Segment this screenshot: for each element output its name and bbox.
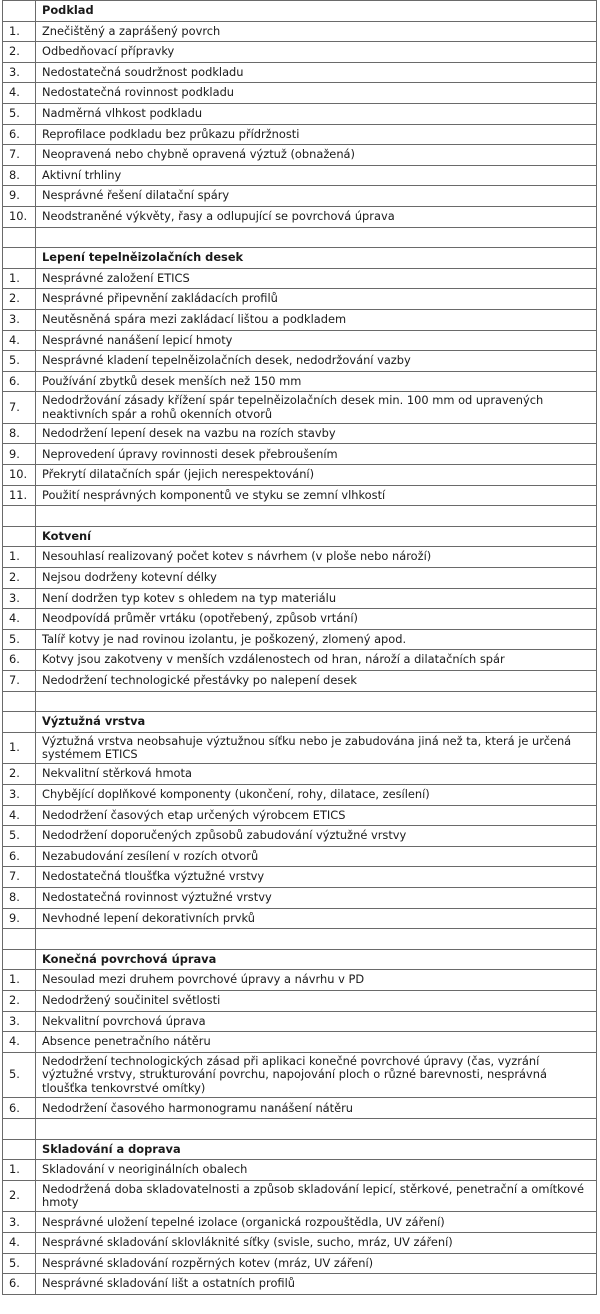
item-text: Nedostatečná rovinnost výztužné vrstvy: [36, 887, 597, 908]
table-row: [3, 62, 597, 83]
item-text: Talíř kotvy je nad rovinou izolantu, je poškozený, zlomený apod.: [36, 629, 597, 650]
table-row: [3, 1180, 597, 1212]
spacer-cell: [3, 1119, 36, 1140]
table-row: [3, 103, 597, 124]
table-row: [3, 371, 597, 392]
item-number: 7.: [3, 867, 36, 888]
item-number: 5.: [3, 1253, 36, 1274]
item-text: Nedostatečná soudržnost podkladu: [36, 62, 597, 83]
item-number: 3.: [3, 784, 36, 805]
spacer-cell: [3, 691, 36, 712]
item-text: Nekvalitní stěrková hmota: [36, 764, 597, 785]
item-text: Neutěsněná spára mezi zakládací lištou a podkladem: [36, 309, 597, 330]
spacer-row: [3, 691, 597, 712]
table-row: [3, 485, 597, 506]
item-number: 1.: [3, 268, 36, 289]
table-row: [3, 444, 597, 465]
section-header-row: [3, 248, 597, 269]
table-row: [3, 568, 597, 589]
table-row: [3, 1011, 597, 1032]
item-text: Skladování v neoriginálních obalech: [36, 1160, 597, 1181]
item-number: 3.: [3, 588, 36, 609]
item-number: 5.: [3, 103, 36, 124]
item-text: Výztužná vrstva neobsahuje výztužnou síťku nebo je zabudována jiná než ta, která je určená systémem ETICS: [36, 732, 597, 764]
item-text: Aktivní trhliny: [36, 165, 597, 186]
table-row: [3, 330, 597, 351]
table-row: [3, 970, 597, 991]
table-row: [3, 990, 597, 1011]
item-number: 5.: [3, 629, 36, 650]
item-number: 4.: [3, 83, 36, 104]
item-number: 5.: [3, 351, 36, 372]
item-text: Nedodržení časových etap určených výrobcem ETICS: [36, 805, 597, 826]
item-number: 9.: [3, 444, 36, 465]
table-row: [3, 1052, 597, 1098]
item-number: 6.: [3, 371, 36, 392]
item-number: 9.: [3, 908, 36, 929]
table-row: [3, 732, 597, 764]
item-number: 6.: [3, 1274, 36, 1295]
table-row: [3, 1098, 597, 1119]
section-title: Skladování a doprava: [36, 1139, 597, 1160]
item-number: 4.: [3, 330, 36, 351]
item-text: Chybějící doplňkové komponenty (ukončení, rohy, dilatace, zesílení): [36, 784, 597, 805]
item-number: 6.: [3, 650, 36, 671]
item-number: 3.: [3, 309, 36, 330]
table-row: [3, 165, 597, 186]
item-number: 7.: [3, 671, 36, 692]
item-text: Nedodržení technologických zásad při aplikaci konečné povrchové úpravy (čas, vyzrání výztužné vrstvy, strukturování povrchu, napojování ploch o různé barevnosti, nesprávná tloušťka tenkovrstvé omítky): [36, 1052, 597, 1098]
table-row: [3, 83, 597, 104]
item-text: Nesprávné skladování lišt a ostatních profilů: [36, 1274, 597, 1295]
table-row: [3, 145, 597, 166]
section-number-cell: [3, 949, 36, 970]
item-text: Nedodržená doba skladovatelnosti a způsob skladování lepicí, stěrkové, penetrační a omítkové hmoty: [36, 1180, 597, 1212]
spacer-cell: [36, 691, 597, 712]
item-number: 1.: [3, 547, 36, 568]
section-number-cell: [3, 1, 36, 22]
section-title: Výztužná vrstva: [36, 712, 597, 733]
spacer-cell: [36, 929, 597, 950]
table-row: [3, 1212, 597, 1233]
item-number: 7.: [3, 392, 36, 424]
item-text: Nesprávné nanášení lepicí hmoty: [36, 330, 597, 351]
spacer-cell: [36, 227, 597, 248]
section-number-cell: [3, 248, 36, 269]
item-number: 1.: [3, 21, 36, 42]
item-number: 4.: [3, 609, 36, 630]
table-row: [3, 423, 597, 444]
item-text: Nesprávné založení ETICS: [36, 268, 597, 289]
item-text: Použití nesprávných komponentů ve styku se zemní vlhkostí: [36, 485, 597, 506]
item-number: 8.: [3, 165, 36, 186]
item-number: 4.: [3, 805, 36, 826]
table-row: [3, 268, 597, 289]
section-header-row: [3, 1139, 597, 1160]
item-text: Nedodržení technologické přestávky po nalepení desek: [36, 671, 597, 692]
item-number: 2.: [3, 42, 36, 63]
item-text: Nekvalitní povrchová úprava: [36, 1011, 597, 1032]
table-row: [3, 826, 597, 847]
item-text: Neodstraněné výkvěty, řasy a odlupující se povrchová úprava: [36, 206, 597, 227]
section-title: Konečná povrchová úprava: [36, 949, 597, 970]
table-row: [3, 1274, 597, 1295]
spacer-row: [3, 506, 597, 527]
item-number: 3.: [3, 1212, 36, 1233]
table-row: [3, 289, 597, 310]
item-text: Není dodržen typ kotev s ohledem na typ materiálu: [36, 588, 597, 609]
table-row: [3, 351, 597, 372]
item-number: 5.: [3, 826, 36, 847]
item-text: Nesprávné řešení dilatační spáry: [36, 186, 597, 207]
item-text: Nesouhlasí realizovaný počet kotev s návrhem (v ploše nebo nároží): [36, 547, 597, 568]
item-number: 1.: [3, 970, 36, 991]
section-title: Kotvení: [36, 526, 597, 547]
section-header-row: [3, 1, 597, 22]
table-row: [3, 206, 597, 227]
item-text: Reprofilace podkladu bez průkazu přídržnosti: [36, 124, 597, 145]
item-text: Nadměrná vlhkost podkladu: [36, 103, 597, 124]
section-header-row: [3, 949, 597, 970]
item-number: 6.: [3, 846, 36, 867]
table-row: [3, 784, 597, 805]
item-number: 6.: [3, 124, 36, 145]
table-row: [3, 1253, 597, 1274]
item-text: Nezabudování zesílení v rozích otvorů: [36, 846, 597, 867]
item-number: 9.: [3, 186, 36, 207]
table-row: [3, 588, 597, 609]
defects-table: [2, 0, 597, 1295]
item-text: Nesprávné skladování rozpěrných kotev (mráz, UV záření): [36, 1253, 597, 1274]
item-text: Nesprávné skladování sklovláknité síťky (svisle, sucho, mráz, UV záření): [36, 1233, 597, 1254]
item-number: 1.: [3, 732, 36, 764]
item-number: 8.: [3, 423, 36, 444]
table-row: [3, 846, 597, 867]
item-text: Neprovedení úpravy rovinnosti desek přebroušením: [36, 444, 597, 465]
spacer-cell: [36, 1119, 597, 1140]
table-row: [3, 609, 597, 630]
section-number-cell: [3, 712, 36, 733]
item-number: 10.: [3, 206, 36, 227]
table-row: [3, 805, 597, 826]
item-number: 4.: [3, 1233, 36, 1254]
table-row: [3, 1160, 597, 1181]
spacer-row: [3, 929, 597, 950]
spacer-row: [3, 1119, 597, 1140]
item-text: Nesprávné kladení tepelněizolačních desek, nedodržování vazby: [36, 351, 597, 372]
item-text: Nedodržený součinitel světlosti: [36, 990, 597, 1011]
table-row: [3, 629, 597, 650]
item-text: Znečištěný a zaprášený povrch: [36, 21, 597, 42]
table-row: [3, 867, 597, 888]
spacer-cell: [36, 506, 597, 527]
item-text: Nedodržení lepení desek na vazbu na rozích stavby: [36, 423, 597, 444]
item-number: 11.: [3, 485, 36, 506]
table-row: [3, 309, 597, 330]
spacer-cell: [3, 506, 36, 527]
table-row: [3, 764, 597, 785]
item-text: Odbedňovací přípravky: [36, 42, 597, 63]
table-row: [3, 547, 597, 568]
item-number: 1.: [3, 1160, 36, 1181]
item-number: 2.: [3, 289, 36, 310]
section-number-cell: [3, 1139, 36, 1160]
item-number: 5.: [3, 1052, 36, 1098]
item-text: Nedostatečná rovinnost podkladu: [36, 83, 597, 104]
item-text: Neodpovídá průměr vrtáku (opotřebený, způsob vrtání): [36, 609, 597, 630]
item-number: 2.: [3, 764, 36, 785]
item-number: 2.: [3, 568, 36, 589]
item-number: 2.: [3, 1180, 36, 1212]
item-number: 3.: [3, 62, 36, 83]
item-text: Nedodržení doporučených způsobů zabudování výztužné vrstvy: [36, 826, 597, 847]
item-text: Nejsou dodrženy kotevní délky: [36, 568, 597, 589]
spacer-cell: [3, 227, 36, 248]
item-number: 3.: [3, 1011, 36, 1032]
table-row: [3, 465, 597, 486]
spacer-cell: [3, 929, 36, 950]
item-text: Nedodržování zásady křížení spár tepelněizolačních desek min. 100 mm od upravených neaktivních spár a rohů okenních otvorů: [36, 392, 597, 424]
section-title: Podklad: [36, 1, 597, 22]
item-number: 8.: [3, 887, 36, 908]
item-number: 4.: [3, 1032, 36, 1053]
defects-table-body: [3, 1, 597, 1295]
item-text: Nesoulad mezi druhem povrchové úpravy a návrhu v PD: [36, 970, 597, 991]
item-number: 10.: [3, 465, 36, 486]
item-text: Nesprávné uložení tepelné izolace (organická rozpouštědla, UV záření): [36, 1212, 597, 1233]
table-row: [3, 186, 597, 207]
item-text: Používání zbytků desek menších než 150 mm: [36, 371, 597, 392]
table-row: [3, 392, 597, 424]
table-row: [3, 887, 597, 908]
table-row: [3, 1032, 597, 1053]
table-row: [3, 650, 597, 671]
section-number-cell: [3, 526, 36, 547]
table-row: [3, 671, 597, 692]
item-text: Neopravená nebo chybně opravená výztuž (obnažená): [36, 145, 597, 166]
section-header-row: [3, 526, 597, 547]
item-text: Kotvy jsou zakotveny v menších vzdálenostech od hran, nároží a dilatačních spár: [36, 650, 597, 671]
item-number: 6.: [3, 1098, 36, 1119]
table-row: [3, 21, 597, 42]
item-number: 7.: [3, 145, 36, 166]
item-text: Nesprávné připevnění zakládacích profilů: [36, 289, 597, 310]
section-header-row: [3, 712, 597, 733]
table-row: [3, 42, 597, 63]
item-text: Nedodržení časového harmonogramu nanášení nátěru: [36, 1098, 597, 1119]
table-row: [3, 908, 597, 929]
item-text: Absence penetračního nátěru: [36, 1032, 597, 1053]
item-text: Nedostatečná tloušťka výztužné vrstvy: [36, 867, 597, 888]
spacer-row: [3, 227, 597, 248]
table-row: [3, 124, 597, 145]
item-number: 2.: [3, 990, 36, 1011]
item-text: Překrytí dilatačních spár (jejich nerespektování): [36, 465, 597, 486]
table-row: [3, 1233, 597, 1254]
item-text: Nevhodné lepení dekorativních prvků: [36, 908, 597, 929]
section-title: Lepení tepelněizolačních desek: [36, 248, 597, 269]
